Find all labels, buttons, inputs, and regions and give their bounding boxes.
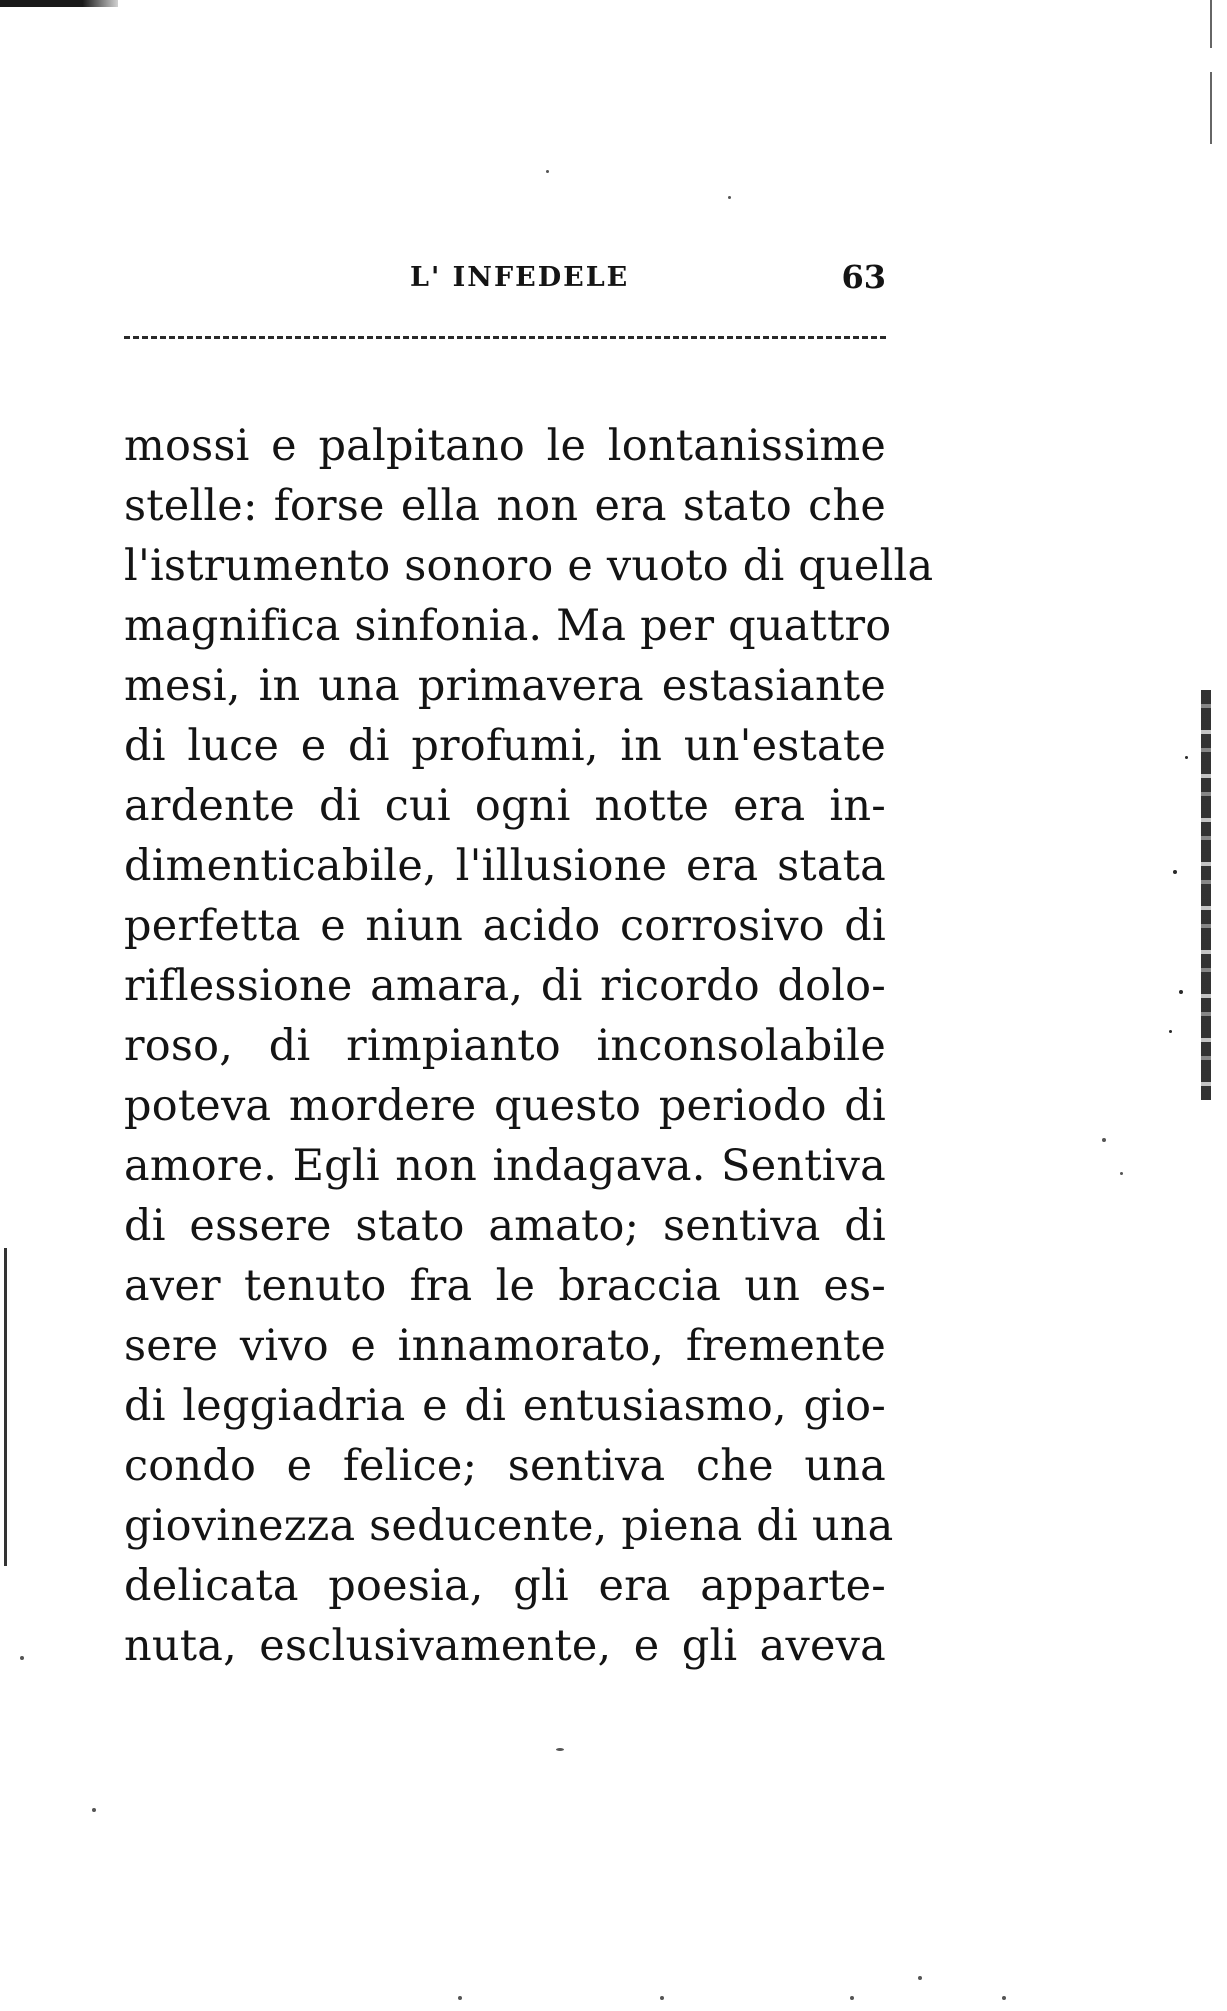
dust-speck [556, 1748, 564, 1751]
running-head [124, 258, 886, 298]
speck [1179, 990, 1183, 994]
dust-speck [850, 1996, 854, 2000]
text-line: condo e felice; sentiva che una [124, 1441, 886, 1491]
text-line: mossi e palpitano le lontanissime [124, 421, 886, 471]
dust-speck [92, 1808, 96, 1812]
dust-speck [1002, 1996, 1006, 2000]
text-line: perfetta e niun acido corrosivo di [124, 901, 886, 951]
dust-speck [458, 1996, 462, 2000]
dust-speck [1102, 1138, 1106, 1142]
dust-speck [660, 1996, 664, 2000]
text-line: di luce e di profumi, in un'estate [124, 721, 886, 771]
text-line: ardente di cui ogni notte era in- [124, 781, 886, 831]
text-line: delicata poesia, gli era apparte- [124, 1561, 886, 1611]
binding-bleed-marks [1165, 660, 1215, 1120]
text-line: dimenticabile, l'illusione era stata [124, 841, 886, 891]
speck [1173, 870, 1177, 874]
scan-edge-mark [0, 0, 118, 7]
scan-edge-line-right [1210, 0, 1212, 240]
dust-speck [918, 1976, 922, 1980]
dust-speck [1120, 1172, 1123, 1175]
text-line: stelle: forse ella non era stato che [124, 481, 886, 531]
text-line: poteva mordere questo periodo di [124, 1081, 886, 1131]
text-line: nuta, esclusivamente, e gli aveva [124, 1621, 886, 1671]
text-line: giovinezza seducente, piena di una [124, 1501, 894, 1551]
text-line: sere vivo e innamorato, fremente [124, 1321, 886, 1371]
text-line: magnifica sinfonia. Ma per quattro [124, 601, 892, 651]
running-title: L' INFEDELE [410, 262, 630, 293]
text-line: di leggiadria e di entusiasmo, gio- [124, 1381, 886, 1431]
dust-speck [546, 170, 549, 173]
scan-edge-line-left [4, 1248, 7, 1566]
dust-speck [728, 196, 731, 199]
text-line: mesi, in una primavera estasiante [124, 661, 886, 711]
page-number: 63 [841, 258, 886, 296]
dust-speck [20, 1656, 24, 1660]
speck [1185, 756, 1188, 759]
binding-strip [1201, 690, 1211, 1100]
header-rule [124, 336, 886, 339]
text-line: riflessione amara, di ricordo dolo- [124, 961, 886, 1011]
text-line: amore. Egli non indagava. Sentiva [124, 1141, 886, 1191]
text-line: di essere stato amato; sentiva di [124, 1201, 886, 1251]
text-line: l'istrumento sonoro e vuoto di quella [124, 541, 934, 591]
text-line: aver tenuto fra le braccia un es- [124, 1261, 886, 1311]
body-text [124, 416, 934, 1676]
text-line: roso, di rimpianto inconsolabile [124, 1021, 886, 1071]
speck [1169, 1030, 1172, 1033]
